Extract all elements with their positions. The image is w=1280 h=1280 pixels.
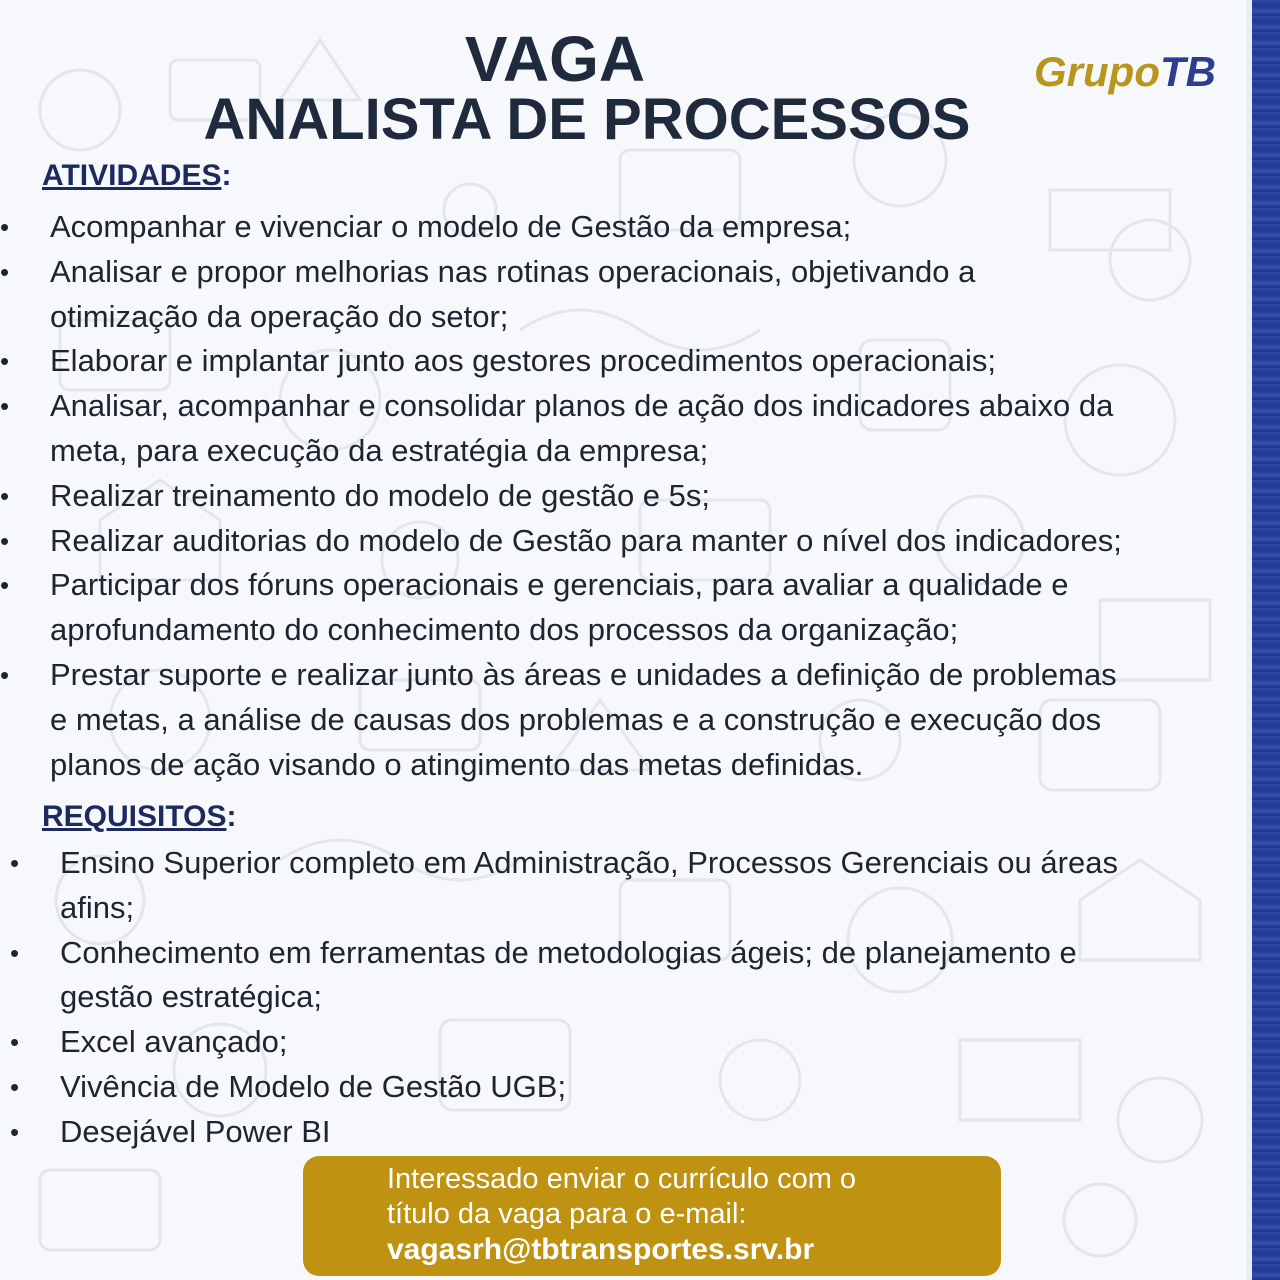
list-item [0, 205, 1240, 250]
list-item-text: Prestar suporte e realizar junto às áreas e unidades a definição de problemas [50, 656, 1117, 692]
list-item-text: gestão estratégica; [60, 979, 322, 1015]
list-item [0, 563, 1240, 608]
list-item-text: Excel avançado; [60, 1024, 288, 1060]
list-item-continuation [60, 975, 1240, 1020]
contact-email[interactable]: vagasrh@tbtransportes.srv.br [387, 1233, 815, 1266]
list-item-text: meta, para execução da estratégia da empresa; [50, 432, 709, 468]
list-item-text: Acompanhar e vivenciar o modelo de Gestão da empresa; [50, 209, 852, 244]
atividades-list [0, 205, 1240, 787]
section-title: ATIVIDADES [42, 159, 222, 192]
section-heading-atividades [42, 158, 231, 194]
list-item [0, 653, 1240, 698]
list-item-text: Participar dos fóruns operacionais e gerenciais, para avaliar a qualidade e [50, 567, 1069, 603]
bullet-icon: • [10, 1071, 20, 1102]
list-item-text: Conhecimento em ferramentas de metodologias ágeis; de planejamento e [60, 934, 1077, 970]
section-colon: : [221, 159, 232, 192]
bullet-icon: • [0, 391, 10, 422]
list-item-continuation [50, 429, 1240, 474]
list-item-text: Desejável Power BI [60, 1113, 331, 1149]
bullet-icon: • [0, 525, 10, 556]
grupo-tb-logo [1034, 44, 1216, 100]
bullet-icon: • [10, 1027, 20, 1058]
list-item [0, 250, 1240, 295]
list-item [10, 1065, 1240, 1110]
list-item-continuation [50, 295, 1240, 340]
list-item [0, 384, 1240, 429]
bullet-icon: • [0, 346, 10, 377]
list-item [0, 519, 1240, 564]
cta-text-line-1: Interessado enviar o currículo com o [387, 1163, 857, 1195]
section-heading-requisitos [42, 799, 236, 835]
logo-text-grupo: Grupo [1034, 48, 1160, 95]
section-title: REQUISITOS [42, 800, 227, 833]
list-item-text: e metas, a análise de causas dos problemas e a construção e execução dos [50, 701, 1102, 737]
title-job-role: ANALISTA DE PROCESSOS [203, 87, 971, 152]
list-item [0, 339, 1240, 384]
list-item-text: Vivência de Modelo de Gestão UGB; [60, 1068, 567, 1104]
bullet-icon: • [0, 256, 10, 287]
list-item [10, 1020, 1240, 1065]
list-item-continuation [50, 698, 1240, 743]
list-item-text: Ensino Superior completo em Administração, Processos Gerenciais ou áreas [60, 845, 1118, 880]
list-item [10, 1110, 1240, 1155]
list-item-text: Analisar, acompanhar e consolidar planos de ação dos indicadores abaixo da [50, 388, 1114, 424]
side-decorative-band [1246, 0, 1280, 1280]
list-item-text: otimização da operação do setor; [50, 298, 509, 334]
list-item-continuation [50, 608, 1240, 653]
bullet-icon: • [0, 570, 10, 601]
list-item-continuation [50, 743, 1240, 788]
title-vaga: VAGA [464, 23, 646, 95]
logo-text-tb: TB [1159, 48, 1216, 95]
requisitos-list [10, 841, 1240, 1155]
list-item [0, 474, 1240, 519]
list-item-text: afins; [60, 889, 135, 925]
list-item [10, 841, 1240, 886]
application-info-box [303, 1156, 1001, 1276]
bullet-icon: • [10, 848, 20, 878]
section-colon: : [226, 800, 237, 833]
bullet-icon: • [0, 480, 10, 511]
bullet-icon: • [0, 659, 10, 690]
cta-text-line-2: título da vaga para o e-mail: [387, 1198, 747, 1230]
list-item [10, 931, 1240, 976]
list-item-text: Realizar auditorias do modelo de Gestão para manter o nível dos indicadores; [50, 522, 1122, 558]
list-item-text: Elaborar e implantar junto aos gestores procedimentos operacionais; [50, 343, 997, 379]
list-item-text: planos de ação visando o atingimento das metas definidas. [50, 746, 864, 782]
list-item-continuation [60, 886, 1240, 931]
bullet-icon: • [10, 1116, 20, 1147]
bullet-icon: • [0, 212, 10, 242]
bullet-icon: • [10, 937, 20, 968]
list-item-text: Analisar e propor melhorias nas rotinas operacionais, objetivando a [50, 253, 976, 289]
list-item-text: Realizar treinamento do modelo de gestão e 5s; [50, 477, 711, 513]
list-item-text: aprofundamento do conhecimento dos processos da organização; [50, 612, 959, 648]
